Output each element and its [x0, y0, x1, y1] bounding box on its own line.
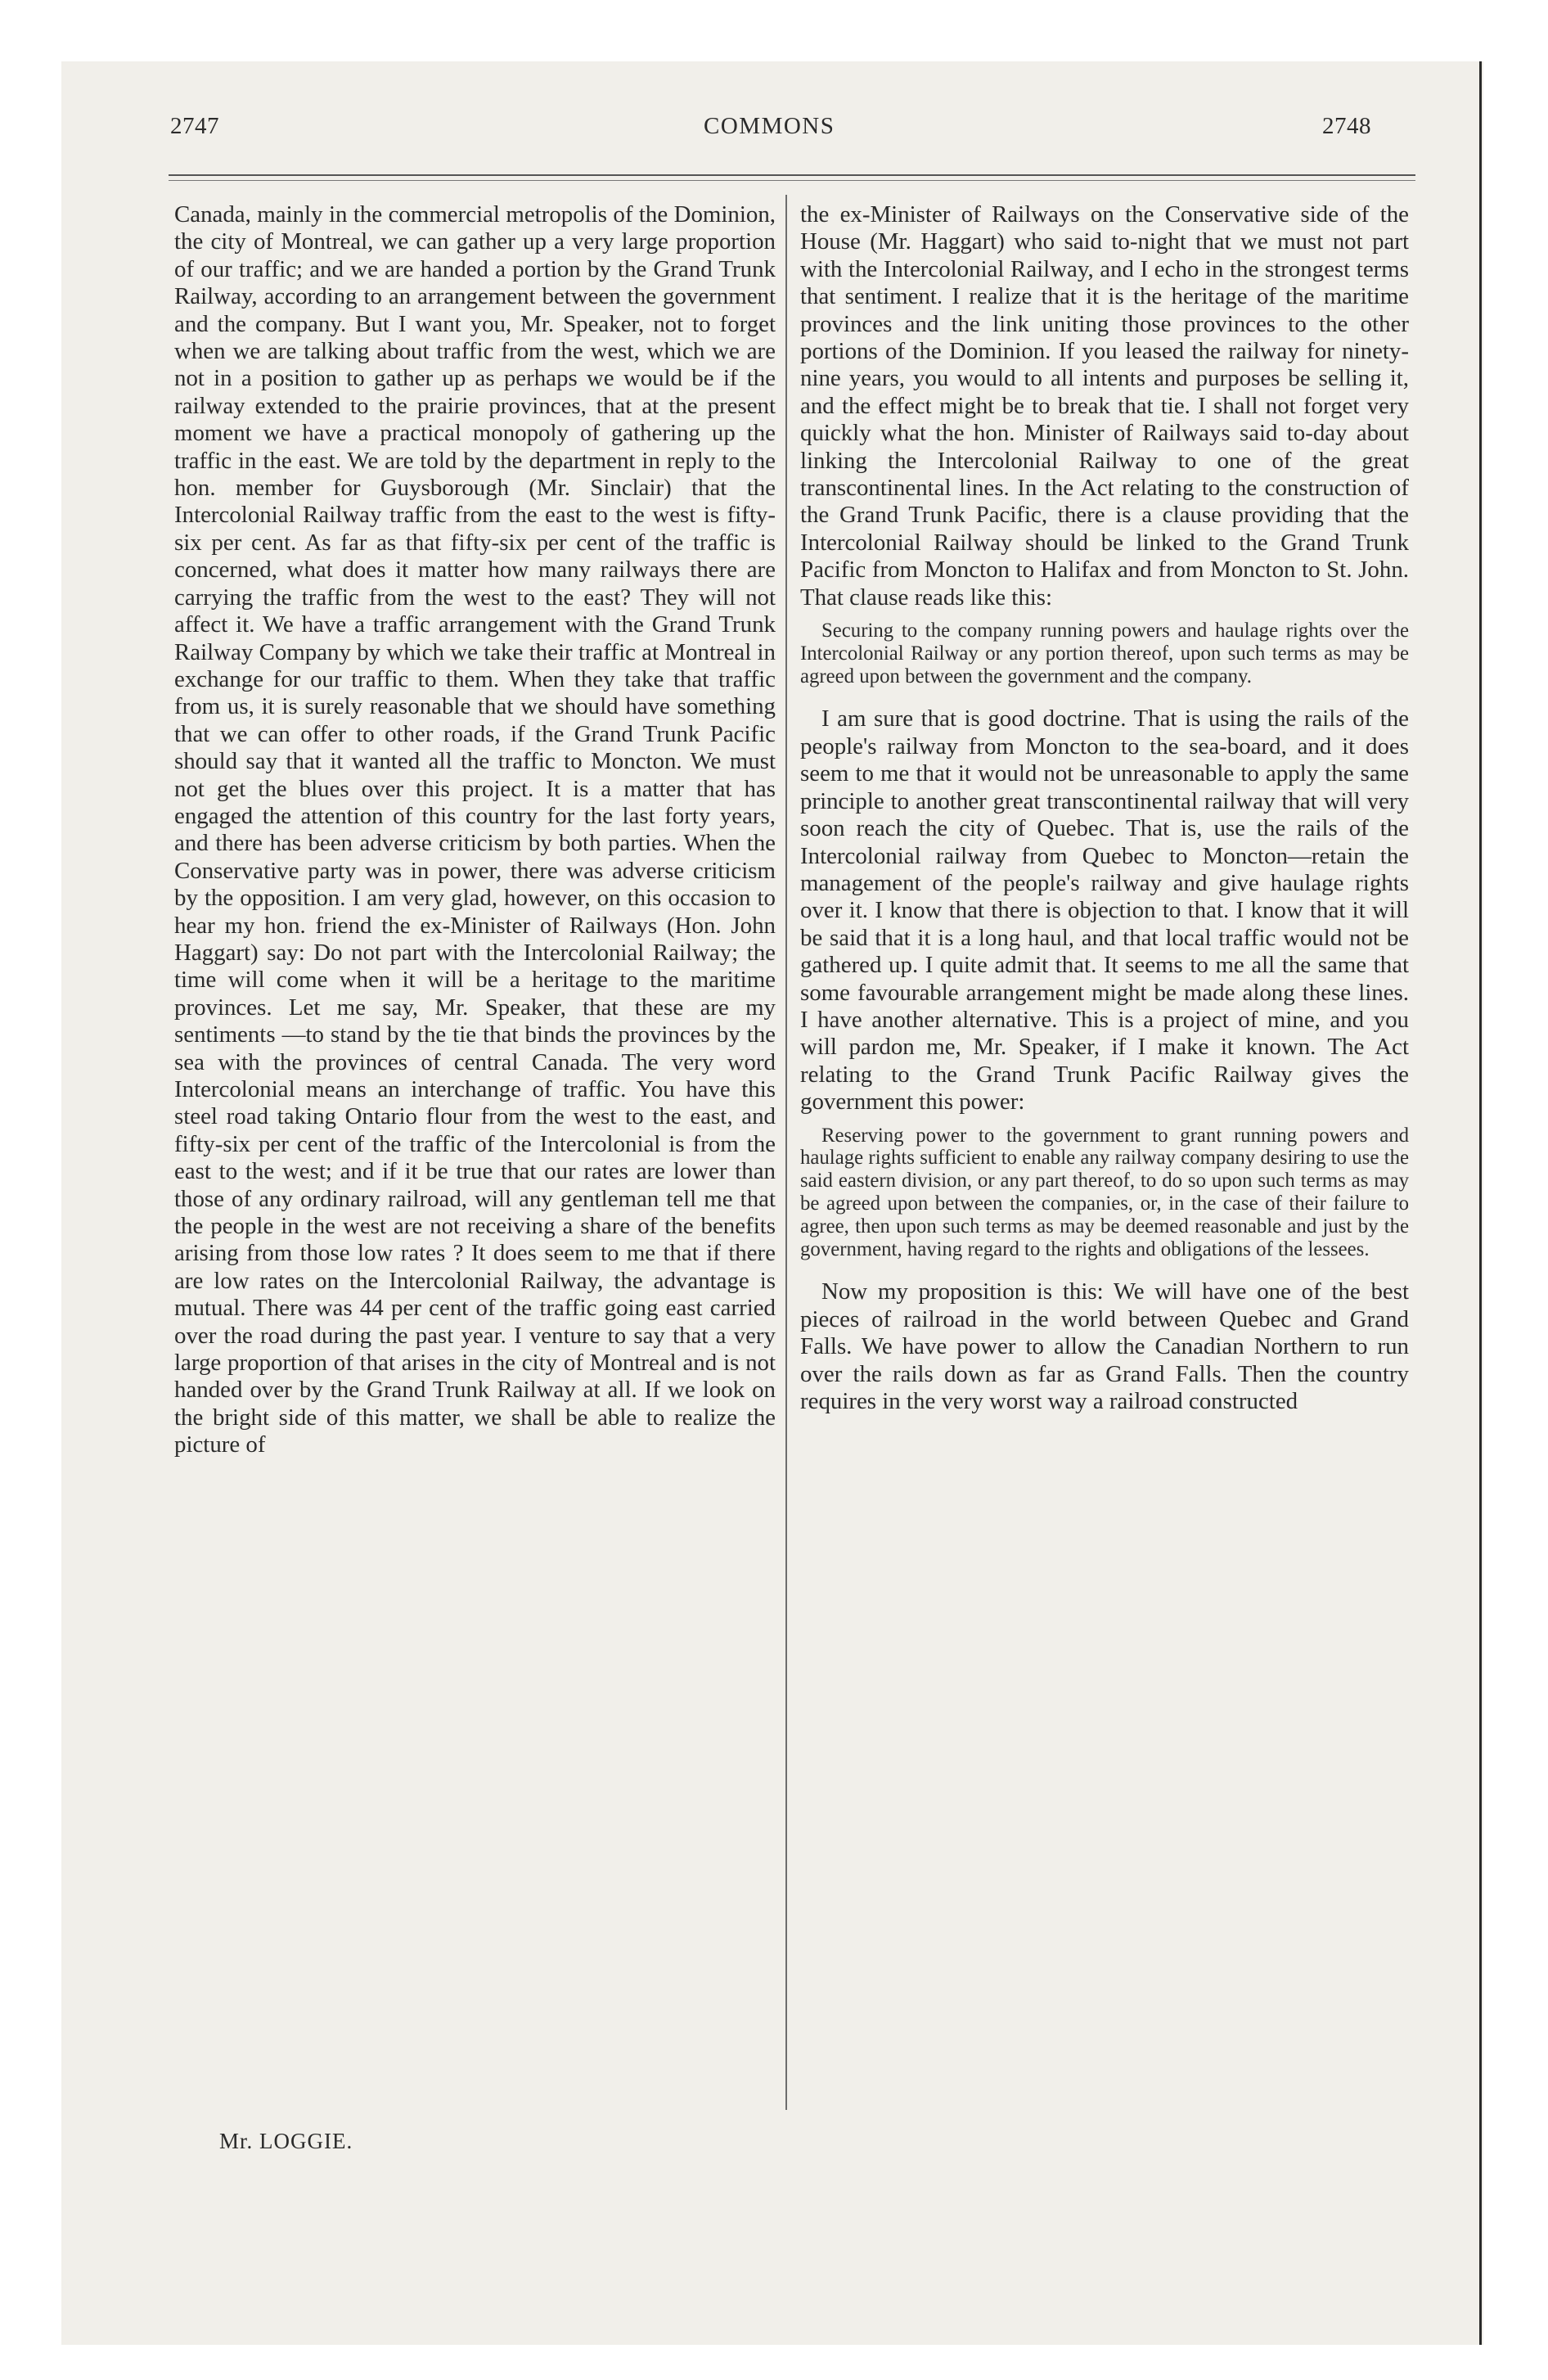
quoted-clause-1: Securing to the company running powers and haulage rights over the Intercolonial Railway or any portion thereof, upon such terms as may be agreed upon between the government and the company.	[800, 620, 1409, 687]
right-paragraph-1: the ex-Minister of Railways on the Conservative side of the House (Mr. Haggart) who said to-night that we must not part with the Intercolonial Railway, and I echo in the strongest terms that sentiment. I realize that it is the heritage of the maritime provinces and the link uniting those provinces to the other portions of the Dominion. If you leased the railway for ninety-nine years, you would to all intents and purposes be selling it, and the effect might be to break that tie. I shall not forget very quickly what the hon. Minister of Railways said to-day about linking the Intercolonial Railway to one of the great transcontinental lines. In the Act relating to the construction of the Grand Trunk Pacific, there is a clause providing that the Intercolonial Railway should be linked to the Grand Trunk Pacific from Moncton to Halifax and from Moncton to St. John. That clause reads like this:	[800, 201, 1409, 611]
left-column	[174, 201, 776, 1459]
header-rule	[169, 174, 1415, 176]
quoted-clause-2: Reserving power to the government to grant running powers and haulage rights sufficient to enable any railway company desiring to use the said eastern division, or any part thereof, to do so upon such terms as may be agreed upon between the companies, or, in the case of their failure to agree, then upon such terms as may be deemed reasonable and just by the government, having regard to the rights and obligations of the lessees.	[800, 1124, 1409, 1260]
right-paragraph-2: I am sure that is good doctrine. That is using the rails of the people's railway from Moncton to the sea-board, and it does seem to me that it would not be unreasonable to apply the same principle to another great transcontinental railway that will very soon reach the city of Quebec. That is, use the rails of the Intercolonial railway from Quebec to Moncton—retain the management of the people's railway and give haulage rights over it. I know that there is objection to that. I know that it will be said that it is a long haul, and that local traffic would not be gathered up. I quite admit that. It seems to me all the same that some favourable arrangement might be made along these lines. I have another alternative. This is a project of mine, and you will pardon me, Mr. Speaker, if I make it known. The Act relating to the Grand Trunk Pacific Railway gives the government this power:	[800, 705, 1409, 1116]
page-number-left: 2747	[170, 113, 219, 139]
running-head: COMMONS	[704, 113, 835, 139]
speaker-name: Mr. LOGGIE.	[219, 2129, 353, 2153]
page-number-right: 2748	[1322, 113, 1371, 139]
page-edge-line	[1479, 61, 1482, 2345]
left-paragraph: Canada, mainly in the commercial metropolis of the Dominion, the city of Montreal, we can gather up a very large proportion of our traffic; and we are handed a portion by the Grand Trunk Railway, according to an arrangement between the government and the company. But I want you, Mr. Speaker, not to forget when we are talking about traffic from the west, which we are not in a position to gather up as perhaps we would be if the railway extended to the prairie provinces, that at the present moment we have a practical monopoly of gathering up the traffic in the east. We are told by the department in reply to the hon. member for Guysborough (Mr. Sinclair) that the Intercolonial Railway traffic from the east to the west is fifty-six per cent. As far as that fifty-six per cent of the traffic is concerned, what does it matter how many railways there are carrying the traffic from the west to the east? They will not affect it. We have a traffic arrangement with the Grand Trunk Railway Company by which we take their traffic at Montreal in exchange for our traffic to them. When they take that traffic from us, it is surely reasonable that we should have something that we can offer to other roads, if the Grand Trunk Pacific should say that it wanted all the traffic to Moncton. We must not get the blues over this project. It is a matter that has engaged the attention of this country for the last forty years, and there has been adverse criticism by both parties. When the Conservative party was in power, there was adverse criticism by the opposition. I am very glad, however, on this occasion to hear my hon. friend the ex-Minister of Railways (Hon. John Haggart) say: Do not part with the Intercolonial Railway; the time will come when it will be a heritage to the maritime provinces. Let me say, Mr. Speaker, that these are my sentiments —to stand by the tie that binds the provinces by the sea with the provinces of central Canada. The very word Intercolonial means an interchange of traffic. You have this steel road taking Ontario flour from the west to the east, and fifty-six per cent of the traffic of the Intercolonial is from the east to the west; and if it be true that our rates are lower than those of any ordinary railroad, will any gentleman tell me that the people in the west are not receiving a share of the benefits arising from those low rates ? It does seem to me that if there are low rates on the Intercolonial Railway, the advantage is mutual. There was 44 per cent of the traffic going east carried over the road during the past year. I venture to say that a very large proportion of that arises in the city of Montreal and is not handed over by the Grand Trunk Railway at all. If we look on the bright side of this matter, we shall be able to realize the picture of	[174, 201, 776, 1458]
column-divider	[785, 195, 787, 2110]
right-paragraph-3: Now my proposition is this: We will have one of the best pieces of railroad in the world between Quebec and Grand Falls. We have power to allow the Canadian Northern to run over the rails down as far as Grand Falls. Then the country requires in the very worst way a railroad constructed	[800, 1278, 1409, 1414]
right-column	[800, 201, 1409, 1415]
header-rule-thin	[169, 180, 1415, 181]
